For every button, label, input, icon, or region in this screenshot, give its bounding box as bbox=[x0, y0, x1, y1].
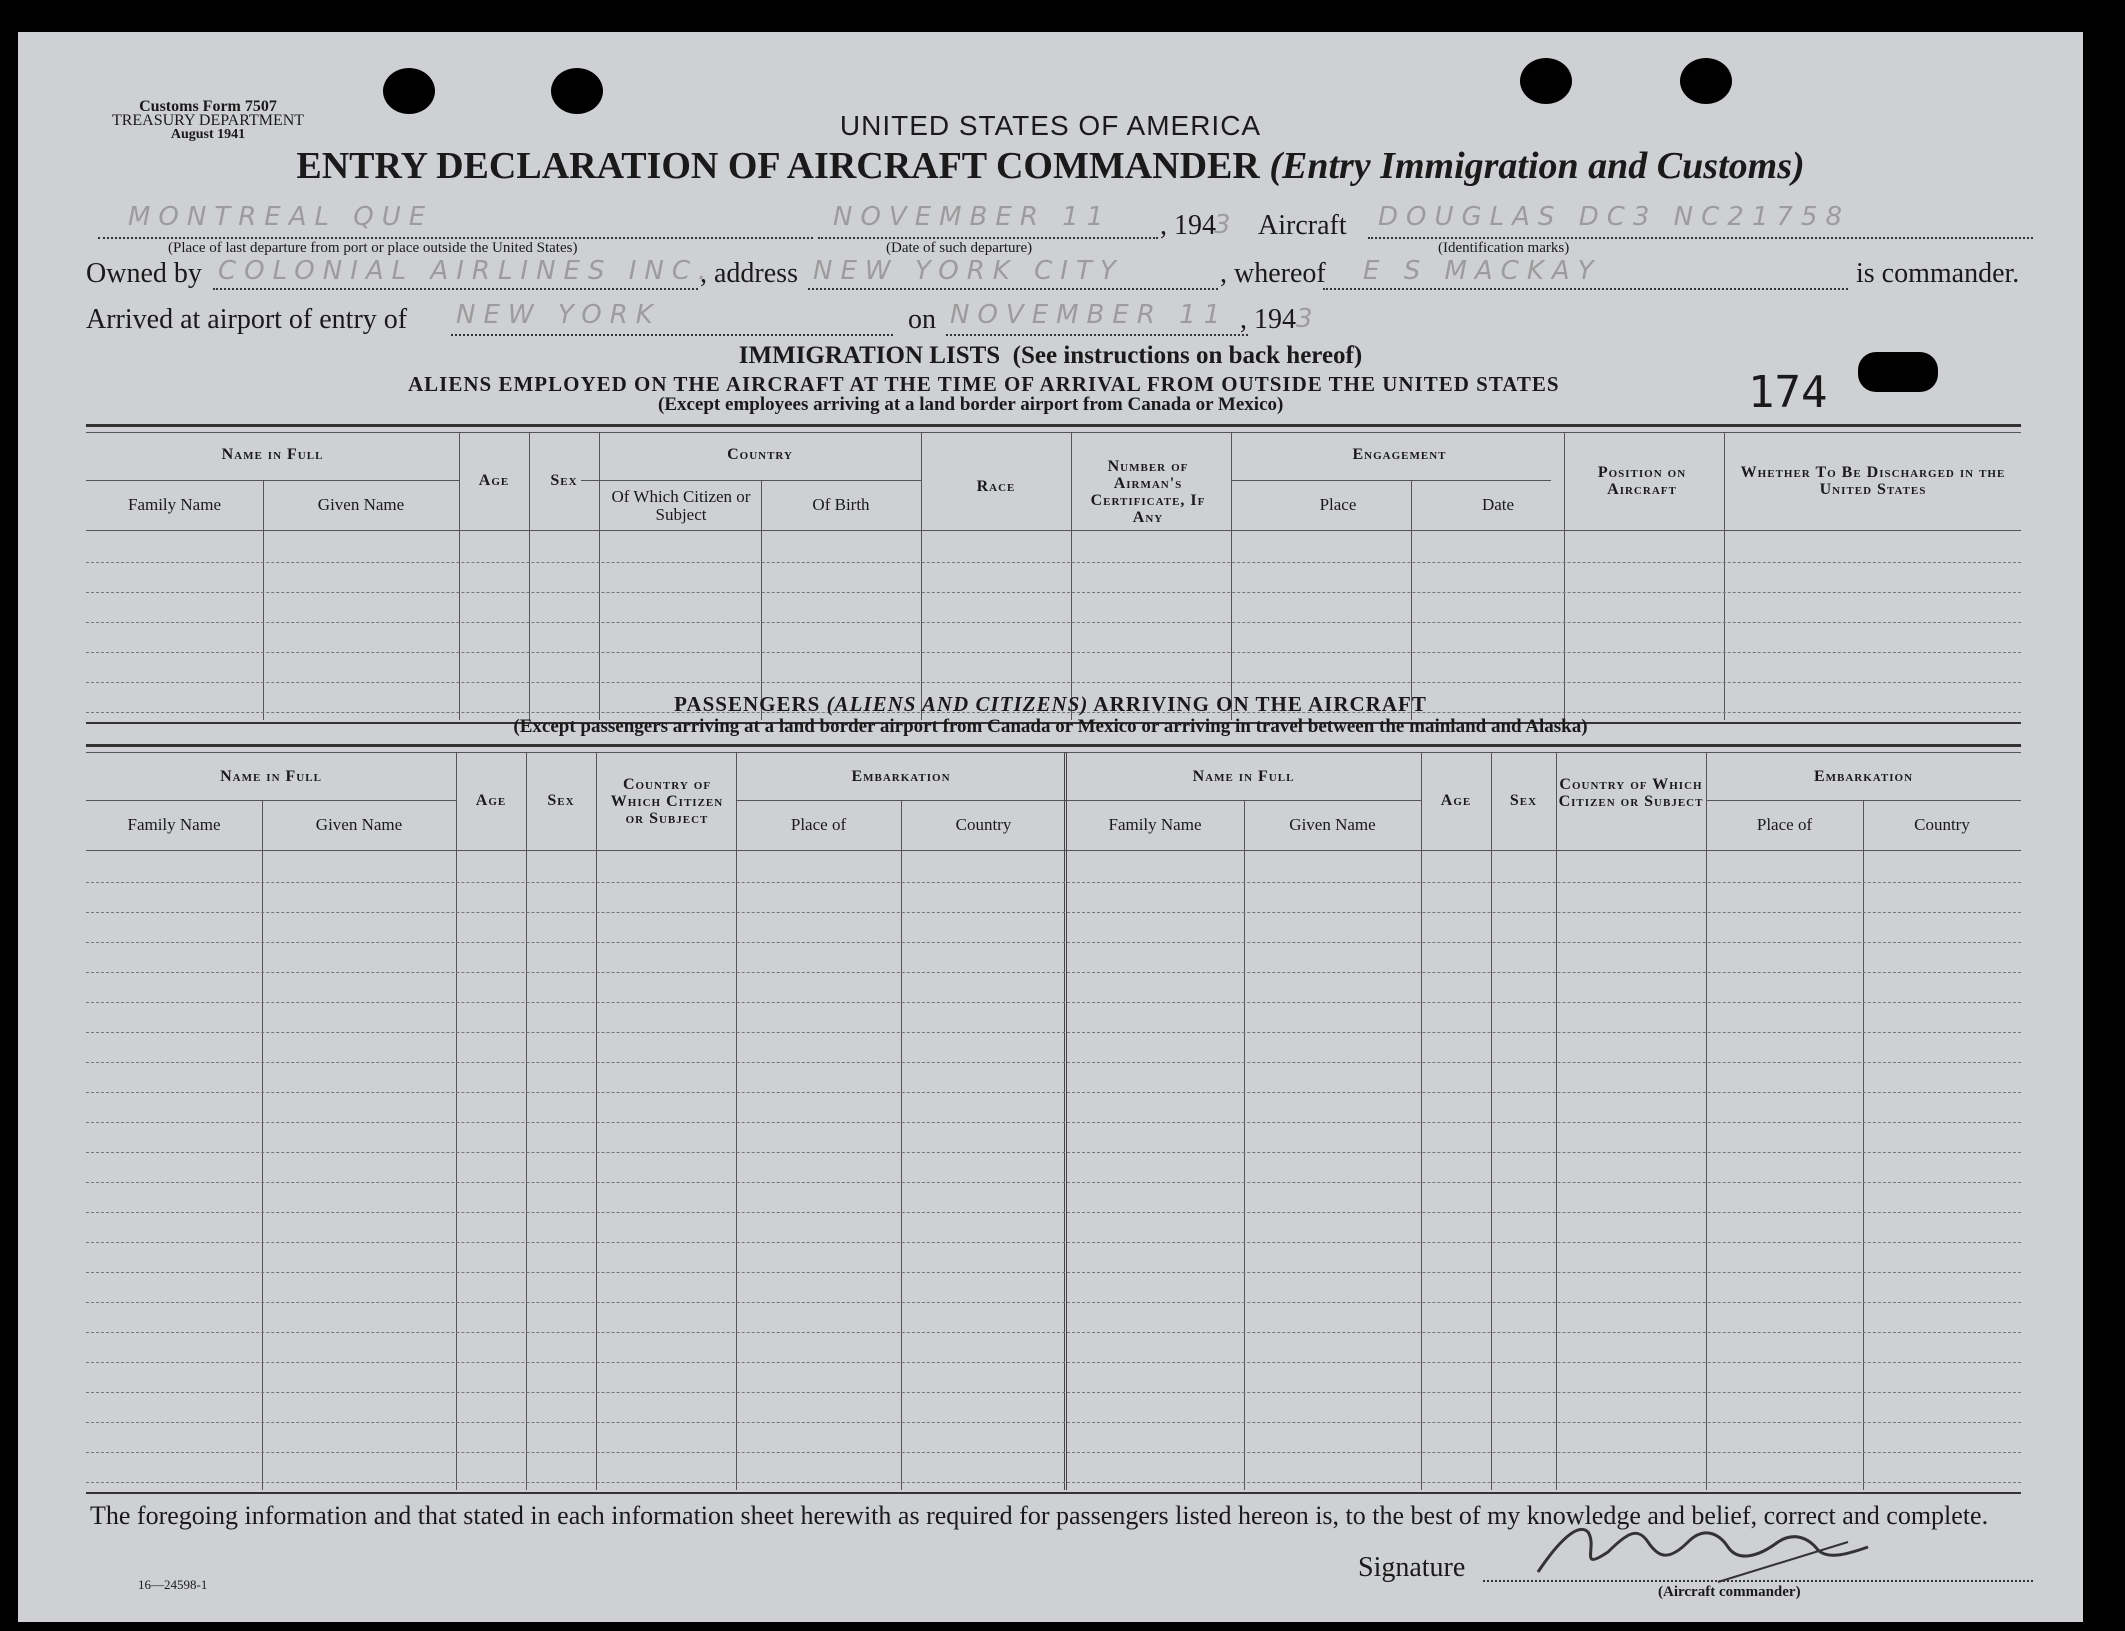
department: TREASURY DEPARTMENT bbox=[111, 112, 305, 129]
imm-col-family: Family Name bbox=[127, 495, 221, 514]
country-heading: UNITED STATES OF AMERICA bbox=[839, 110, 1262, 141]
on-label: on bbox=[908, 304, 936, 335]
punch-hole bbox=[1680, 58, 1732, 104]
form-title-sub: (Entry Immigration and Customs) bbox=[1269, 145, 1805, 187]
form-title bbox=[18, 144, 2083, 188]
pass-left-col-sex: Sex bbox=[547, 792, 575, 809]
whereof-label: , whereof bbox=[1220, 258, 1326, 289]
passenger-row-line bbox=[86, 882, 2021, 883]
imm-col-position: Position on Aircraft bbox=[1597, 464, 1687, 498]
departure-year-prefix: , 194 bbox=[1160, 210, 1216, 241]
signature-caption: (Aircraft commander) bbox=[1658, 1584, 1801, 1600]
imm-group-country: Country bbox=[727, 446, 793, 463]
aircraft-label: Aircraft bbox=[1258, 210, 1347, 241]
pass-left-col-family: Family Name bbox=[127, 815, 221, 834]
passenger-row-line bbox=[86, 1212, 2021, 1213]
ink-blot bbox=[1858, 352, 1938, 392]
passengers-subnote: (Except passengers arriving at a land border airport from Canada or Mexico or arriving in travel between the mainland and Alaska) bbox=[513, 716, 1588, 737]
punch-hole bbox=[551, 68, 603, 114]
departure-place-value: MONTREAL QUE bbox=[128, 202, 434, 232]
departure-date-value: NOVEMBER 11 bbox=[833, 202, 1112, 232]
passengers-heading-italic: (ALIENS AND CITIZENS) bbox=[826, 692, 1089, 716]
passenger-row-line bbox=[86, 1272, 2021, 1273]
pass-right-col-given: Given Name bbox=[1289, 815, 1376, 834]
pass-right-col-family: Family Name bbox=[1108, 815, 1202, 834]
passengers-heading-title: PASSENGERS bbox=[674, 692, 821, 716]
is-commander-label: is commander. bbox=[1856, 258, 2020, 289]
imm-group-engagement: Engagement bbox=[1352, 446, 1447, 463]
passenger-row-line bbox=[86, 942, 2021, 943]
passenger-row-line bbox=[86, 1002, 2021, 1003]
imm-col-cert: Number of Airman's Certificate, If Any bbox=[1090, 458, 1206, 526]
form-title-main: ENTRY DECLARATION OF AIRCRAFT COMMANDER bbox=[296, 145, 1260, 187]
pass-right-col-country: Country of Which Citizen or Subject bbox=[1558, 776, 1704, 810]
passenger-row-line bbox=[86, 1302, 2021, 1303]
pass-right-group-name: Name in Full bbox=[1192, 768, 1295, 785]
imm-col-given: Given Name bbox=[317, 495, 405, 514]
stamp-number: 174 bbox=[1748, 367, 1828, 418]
imm-col-discharged: Whether To Be Discharged in the United States bbox=[1740, 464, 2006, 498]
signature-label: Signature bbox=[1358, 1552, 1466, 1583]
pass-left-col-country-emb: Country bbox=[955, 815, 1012, 834]
imm-group-name: Name in Full bbox=[221, 446, 324, 463]
address-label: , address bbox=[700, 258, 798, 289]
pass-right-col-country-emb: Country bbox=[1914, 815, 1970, 834]
imm-col-place: Place bbox=[1319, 495, 1357, 514]
passengers-heading bbox=[18, 692, 2083, 717]
aircraft-caption: (Identification marks) bbox=[1438, 240, 1570, 256]
owned-by-label: Owned by bbox=[86, 258, 202, 289]
immigration-heading-title: IMMIGRATION LISTS bbox=[738, 342, 1001, 369]
departure-year-digit: 3 bbox=[1214, 210, 1231, 240]
imm-col-citizen: Of Which Citizen or Subject bbox=[611, 487, 751, 524]
arrival-airport-value: NEW YORK bbox=[456, 300, 661, 330]
arrival-date-value: NOVEMBER 11 bbox=[950, 300, 1229, 330]
address-value: NEW YORK CITY bbox=[813, 256, 1124, 286]
imm-col-birth: Of Birth bbox=[812, 495, 870, 514]
departure-place-caption: (Place of last departure from port or place outside the United States) bbox=[168, 240, 578, 256]
passenger-row-line bbox=[86, 1092, 2021, 1093]
print-code: 16—24598-1 bbox=[138, 1577, 208, 1592]
pass-right-col-place: Place of bbox=[1756, 815, 1813, 834]
form-sheet bbox=[18, 32, 2083, 1622]
pass-right-col-age: Age bbox=[1440, 792, 1472, 809]
owner-value: COLONIAL AIRLINES INC. bbox=[218, 256, 715, 286]
pass-left-col-place: Place of bbox=[790, 815, 847, 834]
punch-hole bbox=[383, 68, 435, 114]
passengers-heading-rest: ARRIVING ON THE AIRCRAFT bbox=[1093, 692, 1427, 716]
pass-left-col-age: Age bbox=[475, 792, 507, 809]
imm-col-date: Date bbox=[1481, 495, 1515, 514]
declaration-text: The foregoing information and that stated in each information sheet herewith as required for passengers listed hereon is, to the best of my knowledge and belief, correct and complete. bbox=[90, 1501, 1989, 1530]
passenger-row-line bbox=[86, 1332, 2021, 1333]
arrived-label: Arrived at airport of entry of bbox=[86, 304, 408, 335]
aircraft-value: DOUGLAS DC3 NC21758 bbox=[1378, 202, 1850, 232]
passenger-row-line bbox=[86, 1182, 2021, 1183]
pass-right-col-sex: Sex bbox=[1509, 792, 1538, 809]
passenger-row-line bbox=[86, 1362, 2021, 1363]
pass-left-col-country: Country of Which Citizen or Subject bbox=[610, 776, 724, 827]
commander-signature bbox=[1518, 1502, 1898, 1592]
passenger-row-line bbox=[86, 1422, 2021, 1423]
arrival-year-digit: 3 bbox=[1296, 304, 1313, 334]
imm-col-age: Age bbox=[478, 472, 510, 489]
form-edition: August 1941 bbox=[170, 127, 246, 142]
aliens-subheading: ALIENS EMPLOYED ON THE AIRCRAFT AT THE TIME OF ARRIVAL FROM OUTSIDE THE UNITED STATES bbox=[408, 372, 1560, 396]
pass-left-group-name: Name in Full bbox=[220, 768, 322, 785]
passenger-row-line bbox=[86, 1062, 2021, 1063]
immigration-heading bbox=[18, 342, 2083, 370]
imm-col-sex: Sex bbox=[550, 472, 578, 489]
commander-value: E S MACKAY bbox=[1363, 256, 1602, 286]
passenger-row-line bbox=[86, 1122, 2021, 1123]
passenger-row-line bbox=[86, 1152, 2021, 1153]
immigration-heading-note: (See instructions on back hereof) bbox=[1012, 342, 1363, 369]
punch-hole bbox=[1520, 58, 1572, 104]
pass-right-group-embarkation: Embarkation bbox=[1813, 768, 1914, 785]
pass-left-col-given: Given Name bbox=[315, 815, 403, 834]
pass-left-group-embarkation: Embarkation bbox=[851, 768, 951, 785]
passenger-row-line bbox=[86, 1242, 2021, 1243]
arrival-year-prefix: , 194 bbox=[1240, 304, 1296, 335]
aliens-subnote: (Except employees arriving at a land border airport from Canada or Mexico) bbox=[658, 394, 1284, 415]
imm-col-race: Race bbox=[976, 478, 1016, 495]
departure-date-caption: (Date of such departure) bbox=[886, 240, 1033, 256]
passenger-row-line bbox=[86, 1482, 2021, 1483]
form-number: Customs Form 7507 bbox=[139, 98, 277, 115]
passenger-row-line bbox=[86, 1032, 2021, 1033]
passenger-row-line bbox=[86, 912, 2021, 913]
passenger-row-line bbox=[86, 1452, 2021, 1453]
passenger-row-line bbox=[86, 972, 2021, 973]
passenger-row-line bbox=[86, 1392, 2021, 1393]
